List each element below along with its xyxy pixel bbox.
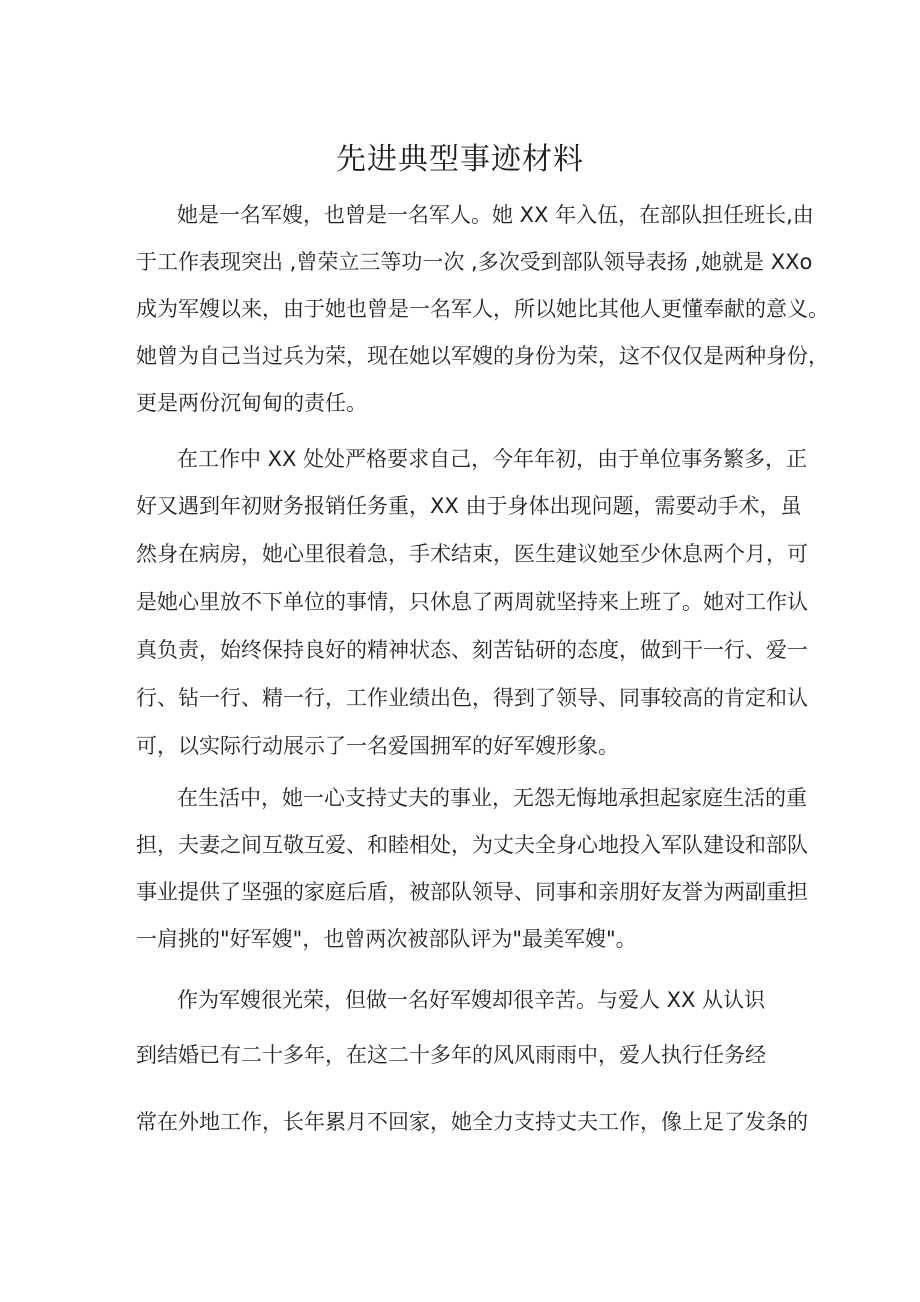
text-line: 她是一名军嫂，也曾是一名军人。她 XX 年入伍，在部队担任班长,由 — [177, 203, 814, 227]
text-line: 作为军嫂很光荣，但做一名好军嫂却很辛苦。与爱人 XX 从认识 — [177, 988, 766, 1012]
text-line: 担，夫妻之间互敬互爱、和睦相处，为丈夫全身心地投入军队建设和部队 — [136, 833, 808, 857]
text-line: 是她心里放不下单位的事情，只休息了两周就坚持来上班了。她对工作认 — [136, 590, 808, 614]
text-line: 好又遇到年初财务报销任务重，XX 由于身体出现问题，需要动手术，虽 — [136, 494, 802, 518]
document-title: 先进典型事迹材料 — [336, 142, 584, 177]
text-line: 更是两份沉甸甸的责任。 — [136, 391, 367, 415]
text-line: 一肩挑的"好军嫂"，也曾两次被部队评为"最美军嫂"。 — [136, 927, 637, 951]
text-line: 到结婚已有二十多年，在这二十多年的风风雨雨中，爱人执行任务经 — [136, 1043, 766, 1067]
text-line: 常在外地工作，长年累月不回家，她全力支持丈夫工作，像上足了发条的 — [136, 1110, 808, 1134]
text-line: 可，以实际行动展示了一名爱国拥军的好军嫂形象。 — [136, 734, 619, 758]
text-line: 成为军嫂以来，由于她也曾是一名军人，所以她比其他人更懂奉献的意义。 — [136, 297, 829, 321]
text-line: 在工作中 XX 处处严格要求自己，今年年初，由于单位事务繁多，正 — [177, 447, 808, 471]
text-line: 真负责，始终保持良好的精神状态、刻苦钻研的态度，做到干一行、爱一 — [136, 638, 808, 662]
text-line: 然身在病房，她心里很着急，手术结束，医生建议她至少休息两个月，可 — [136, 542, 808, 566]
text-line: 行、钻一行、精一行，工作业绩出色，得到了领导、同事较高的肯定和认 — [136, 686, 808, 710]
text-line: 于工作表现突出 ,曾荣立三等功一次 ,多次受到部队领导表扬 ,她就是 XXo — [136, 250, 813, 274]
text-line: 在生活中，她一心支持丈夫的事业，无怨无悔地承担起家庭生活的重 — [177, 786, 807, 810]
text-line: 事业提供了坚强的家庭后盾，被部队领导、同事和亲朋好友誉为两副重担 — [136, 880, 808, 904]
text-line: 她曾为自己当过兵为荣，现在她以军嫂的身份为荣，这不仅仅是两种身份， — [136, 344, 829, 368]
